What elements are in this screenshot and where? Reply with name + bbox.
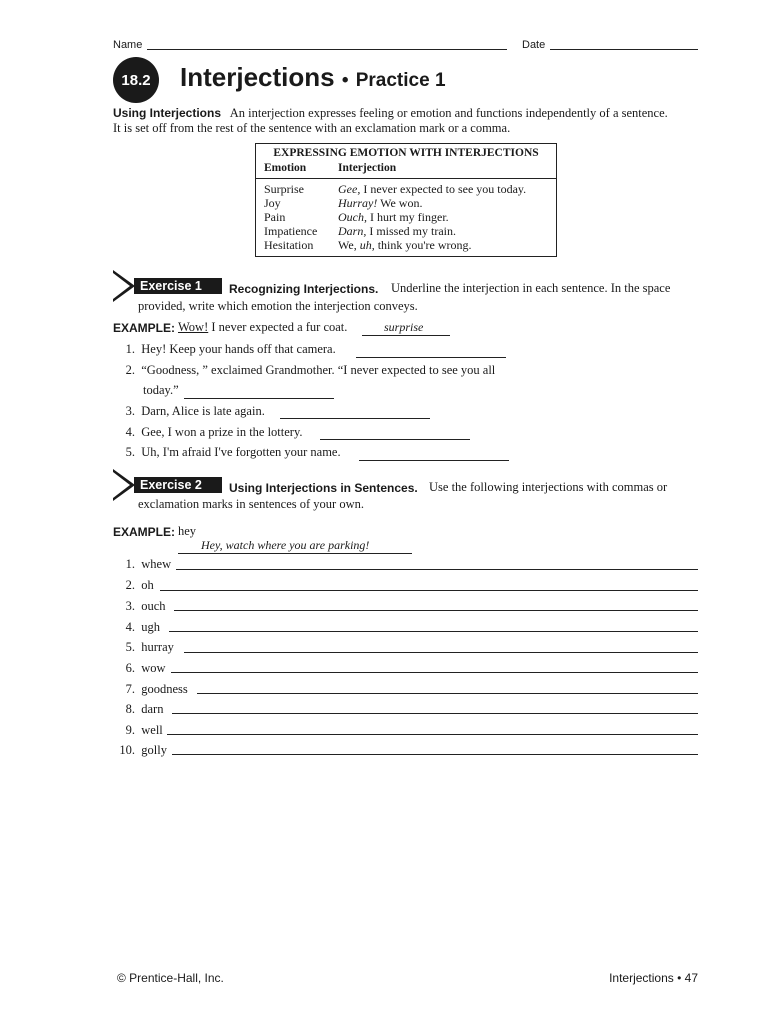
- table-title: EXPRESSING EMOTION WITH INTERJECTIONS: [273, 147, 539, 159]
- page-title: [180, 62, 446, 93]
- title-subtitle: Practice 1: [355, 70, 446, 91]
- date-label: Date: [522, 39, 546, 51]
- exercise1-heading: Recognizing Interjections.: [229, 282, 379, 296]
- list-item: 7. goodness: [125, 682, 188, 696]
- intro-lead: Using Interjections: [113, 106, 222, 120]
- list-item: 1. whew: [125, 557, 172, 571]
- list-item: 1. Hey! Keep your hands off that camera.: [125, 342, 336, 356]
- exercise1-instructions: Underline the interjection in each sentence. In the space: [391, 281, 671, 295]
- list-item: 4. Gee, I won a prize in the lottery.: [125, 425, 303, 439]
- sentence-line-7[interactable]: [197, 693, 698, 694]
- list-item: 2. oh: [125, 578, 154, 592]
- list-item: 9. well: [125, 723, 163, 737]
- table-row: Hesitation We, uh, think you're wrong.: [264, 238, 472, 252]
- table-divider: [256, 178, 556, 179]
- sentence-line-10[interactable]: [172, 754, 698, 755]
- exercise2-instructions-cont: exclamation marks in sentences of your own.: [138, 497, 364, 511]
- answer-line-4[interactable]: [320, 439, 470, 440]
- name-field[interactable]: [147, 49, 507, 50]
- table-row: Joy Hurray! We won.: [264, 196, 423, 210]
- footer-copyright: © Prentice-Hall, Inc.: [117, 971, 224, 985]
- exercise2-example-answer: Hey, watch where you are parking!: [201, 538, 370, 552]
- sentence-line-3[interactable]: [174, 610, 698, 611]
- sentence-line-8[interactable]: [172, 713, 698, 714]
- table-row: Surprise Gee, I never expected to see you today.: [264, 182, 527, 196]
- list-item: 5. hurray: [125, 640, 174, 654]
- exercise2-arrow-icon: [113, 469, 135, 501]
- answer-line-2[interactable]: [184, 398, 334, 399]
- list-item: 2. “Goodness, ” exclaimed Grandmother. “I never expected to see you all: [125, 363, 496, 377]
- title-bullet: •: [341, 70, 349, 91]
- list-item: 6. wow: [125, 661, 166, 675]
- interjection-table: [255, 143, 557, 257]
- answer-line-1[interactable]: [356, 357, 506, 358]
- exercise1-instructions-cont: provided, write which emotion the interjection conveys.: [138, 299, 418, 313]
- sentence-line-5[interactable]: [184, 652, 698, 653]
- section-number-badge: 18.2: [113, 57, 159, 103]
- table-row: Impatience Darn, I missed my train.: [264, 224, 456, 238]
- answer-line-3[interactable]: [280, 418, 430, 419]
- list-item: 8. darn: [125, 702, 164, 716]
- sentence-line-6[interactable]: [171, 672, 698, 673]
- sentence-line-9[interactable]: [167, 734, 698, 735]
- list-item: 4. ugh: [125, 620, 160, 634]
- intro-paragraph: [113, 106, 678, 136]
- exercise2-example-answer-line: [178, 553, 412, 554]
- list-item: 3. ouch: [125, 599, 166, 613]
- exercise1-label: Exercise 1: [134, 278, 222, 294]
- footer-page-number: Interjections • 47: [609, 971, 698, 985]
- date-field[interactable]: [550, 49, 698, 50]
- list-item: 3. Darn, Alice is late again.: [125, 404, 265, 418]
- list-item-cont: today.”: [143, 383, 179, 397]
- exercise2-label: Exercise 2: [134, 477, 222, 493]
- exercise2-example-label: EXAMPLE:: [113, 525, 176, 539]
- exercise1-arrow-icon: [113, 270, 135, 302]
- sentence-line-2[interactable]: [160, 590, 698, 591]
- name-label: Name: [113, 39, 143, 51]
- col-emotion-header: Emotion: [264, 162, 307, 174]
- intro-text: An interjection expresses feeling or emotion and functions independently of a sentence. It is set off from the rest of the sentence with an exclamation mark or a comma.: [113, 106, 668, 135]
- exercise2-example-word: hey: [178, 524, 197, 538]
- table-row: Pain Ouch, I hurt my finger.: [264, 210, 449, 224]
- sentence-line-1[interactable]: [176, 569, 698, 570]
- exercise1-example-answer-line: [362, 335, 450, 336]
- title-text: Interjections: [180, 62, 335, 92]
- exercise2-instructions: Use the following interjections with commas or: [429, 480, 668, 494]
- answer-line-5[interactable]: [359, 460, 509, 461]
- exercise1-example-label: EXAMPLE:: [113, 321, 176, 335]
- col-interjection-header: Interjection: [338, 162, 397, 174]
- exercise1-example-sentence: Wow! I never expected a fur coat.: [178, 320, 348, 334]
- sentence-line-4[interactable]: [169, 631, 698, 632]
- list-item: 10. golly: [119, 743, 167, 757]
- exercise2-heading: Using Interjections in Sentences.: [229, 481, 418, 495]
- exercise1-example-answer: surprise: [384, 320, 424, 334]
- list-item: 5. Uh, I'm afraid I've forgotten your name.: [125, 445, 341, 459]
